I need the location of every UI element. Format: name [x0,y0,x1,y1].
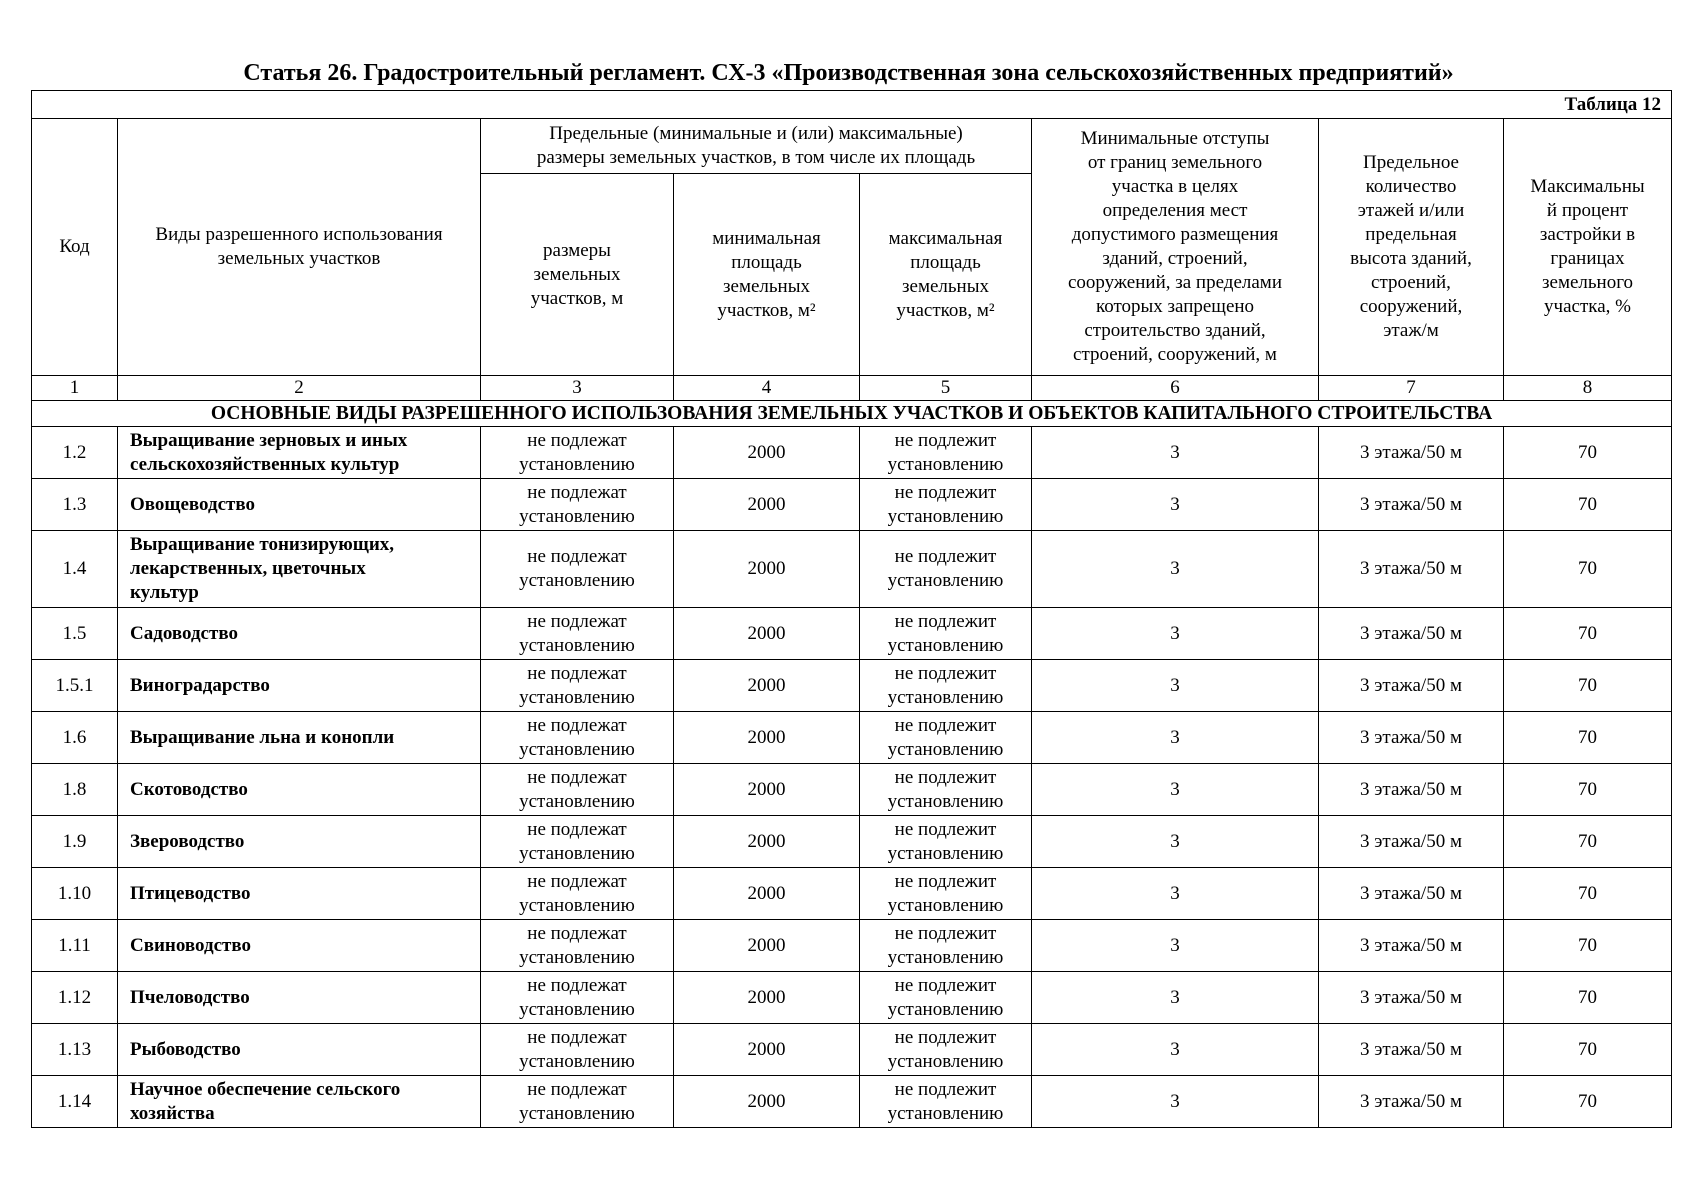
row-setback: 3 [1032,764,1319,816]
row-code: 1.5.1 [32,660,118,712]
row-size: не подлежат установлению [481,660,674,712]
table-name: Таблица 12 [32,91,1672,119]
table-row [32,1024,1672,1076]
row-max-area: не подлежит установлению [860,479,1032,531]
row-code: 1.14 [32,1076,118,1128]
row-min-area: 2000 [674,660,860,712]
section-row [32,401,1672,427]
row-floors: 3 этажа/50 м [1319,1024,1504,1076]
column-number: 2 [118,376,481,401]
header-code: Код [32,119,118,376]
row-max-area: не подлежит установлению [860,816,1032,868]
row-max-area: не подлежит установлению [860,1076,1032,1128]
header-vid: Виды разрешенного использования земельных участков [118,119,481,376]
column-number: 6 [1032,376,1319,401]
row-percent: 70 [1504,531,1672,608]
header-size: размеры земельных участков, м [481,174,674,376]
row-max-area: не подлежит установлению [860,920,1032,972]
row-percent: 70 [1504,868,1672,920]
row-vid: Скотоводство [118,764,481,816]
row-min-area: 2000 [674,531,860,608]
table-row [32,427,1672,479]
row-min-area: 2000 [674,1024,860,1076]
row-min-area: 2000 [674,1076,860,1128]
row-size: не подлежат установлению [481,920,674,972]
column-number-row [32,376,1672,401]
row-max-area: не подлежит установлению [860,1024,1032,1076]
row-size: не подлежат установлению [481,972,674,1024]
row-setback: 3 [1032,1024,1319,1076]
row-setback: 3 [1032,608,1319,660]
row-min-area: 2000 [674,764,860,816]
row-max-area: не подлежит установлению [860,712,1032,764]
table-row [32,972,1672,1024]
row-min-area: 2000 [674,920,860,972]
row-setback: 3 [1032,920,1319,972]
row-setback: 3 [1032,427,1319,479]
row-vid: Пчеловодство [118,972,481,1024]
row-min-area: 2000 [674,479,860,531]
row-min-area: 2000 [674,608,860,660]
row-setback: 3 [1032,712,1319,764]
row-vid: Овощеводство [118,479,481,531]
column-number: 3 [481,376,674,401]
row-floors: 3 этажа/50 м [1319,531,1504,608]
row-vid: Свиноводство [118,920,481,972]
row-size: не подлежат установлению [481,531,674,608]
row-max-area: не подлежит установлению [860,972,1032,1024]
row-max-area: не подлежит установлению [860,660,1032,712]
row-setback: 3 [1032,816,1319,868]
header-max-area: максимальная площадь земельных участков, м² [860,174,1032,376]
row-percent: 70 [1504,816,1672,868]
row-floors: 3 этажа/50 м [1319,660,1504,712]
section-title: ОСНОВНЫЕ ВИДЫ РАЗРЕШЕННОГО ИСПОЛЬЗОВАНИЯ ЗЕМЕЛЬНЫХ УЧАСТКОВ И ОБЪЕКТОВ КАПИТАЛЬНОГО СТРОИТЕЛЬСТВА [32,401,1672,427]
row-max-area: не подлежит установлению [860,531,1032,608]
row-setback: 3 [1032,531,1319,608]
row-floors: 3 этажа/50 м [1319,608,1504,660]
row-percent: 70 [1504,764,1672,816]
row-percent: 70 [1504,1076,1672,1128]
row-size: не подлежат установлению [481,816,674,868]
row-vid: Выращивание зерновых и иных сельскохозяйственных культур [118,427,481,479]
row-floors: 3 этажа/50 м [1319,479,1504,531]
row-size: не подлежат установлению [481,1076,674,1128]
row-percent: 70 [1504,1024,1672,1076]
header-setback: Минимальные отступы от границ земельного участка в целях определения мест допустимого размещения зданий, строений, сооружений, за пределами которых запрещено строительство зданий, строений, сооружений, м [1032,119,1319,376]
page-title: Статья 26. Градостроительный регламент. СХ-3 «Производственная зона сельскохозяйственных предприятий» [243,60,1454,86]
table-row [32,816,1672,868]
row-floors: 3 этажа/50 м [1319,868,1504,920]
row-code: 1.10 [32,868,118,920]
row-size: не подлежат установлению [481,608,674,660]
row-code: 1.8 [32,764,118,816]
row-floors: 3 этажа/50 м [1319,764,1504,816]
row-max-area: не подлежит установлению [860,764,1032,816]
row-code: 1.12 [32,972,118,1024]
table-row [32,764,1672,816]
row-floors: 3 этажа/50 м [1319,427,1504,479]
row-vid: Птицеводство [118,868,481,920]
row-setback: 3 [1032,479,1319,531]
column-number: 1 [32,376,118,401]
row-floors: 3 этажа/50 м [1319,816,1504,868]
column-number: 5 [860,376,1032,401]
row-percent: 70 [1504,660,1672,712]
row-max-area: не подлежит установлению [860,427,1032,479]
row-min-area: 2000 [674,712,860,764]
row-size: не подлежат установлению [481,868,674,920]
table-row [32,660,1672,712]
row-max-area: не подлежит установлению [860,608,1032,660]
table-row [32,608,1672,660]
row-code: 1.5 [32,608,118,660]
row-min-area: 2000 [674,427,860,479]
row-vid: Научное обеспечение сельского хозяйства [118,1076,481,1128]
row-min-area: 2000 [674,972,860,1024]
row-code: 1.13 [32,1024,118,1076]
column-number: 4 [674,376,860,401]
row-percent: 70 [1504,427,1672,479]
row-vid: Выращивание тонизирующих, лекарственных, цветочных культур [118,531,481,608]
row-percent: 70 [1504,972,1672,1024]
row-code: 1.6 [32,712,118,764]
table-caption-row [32,91,1672,119]
row-code: 1.9 [32,816,118,868]
row-vid: Рыбоводство [118,1024,481,1076]
header-floors: Предельное количество этажей и/или предельная высота зданий, строений, сооружений, этаж/м [1319,119,1504,376]
table-row [32,712,1672,764]
table-row [32,531,1672,608]
header-plot-limits-group: Предельные (минимальные и (или) максимальные) размеры земельных участков, в том числе их площадь [481,119,1032,174]
row-vid: Садоводство [118,608,481,660]
row-percent: 70 [1504,712,1672,764]
regulation-table [31,90,1672,1128]
row-min-area: 2000 [674,816,860,868]
header-row-1 [32,119,1672,174]
header-percent: Максимальны й процент застройки в границах земельного участка, % [1504,119,1672,376]
table-row [32,479,1672,531]
row-floors: 3 этажа/50 м [1319,920,1504,972]
row-code: 1.3 [32,479,118,531]
row-size: не подлежат установлению [481,427,674,479]
row-size: не подлежат установлению [481,479,674,531]
row-max-area: не подлежит установлению [860,868,1032,920]
row-vid: Выращивание льна и конопли [118,712,481,764]
column-number: 8 [1504,376,1672,401]
row-size: не подлежат установлению [481,1024,674,1076]
row-setback: 3 [1032,660,1319,712]
row-setback: 3 [1032,868,1319,920]
table-row [32,1076,1672,1128]
row-setback: 3 [1032,1076,1319,1128]
row-min-area: 2000 [674,868,860,920]
row-percent: 70 [1504,920,1672,972]
row-code: 1.4 [32,531,118,608]
row-setback: 3 [1032,972,1319,1024]
header-min-area: минимальная площадь земельных участков, м² [674,174,860,376]
table-row [32,868,1672,920]
column-number: 7 [1319,376,1504,401]
row-size: не подлежат установлению [481,712,674,764]
row-percent: 70 [1504,608,1672,660]
row-floors: 3 этажа/50 м [1319,972,1504,1024]
row-floors: 3 этажа/50 м [1319,712,1504,764]
row-code: 1.2 [32,427,118,479]
row-size: не подлежат установлению [481,764,674,816]
row-vid: Виноградарство [118,660,481,712]
table-row [32,920,1672,972]
row-percent: 70 [1504,479,1672,531]
row-floors: 3 этажа/50 м [1319,1076,1504,1128]
row-vid: Звероводство [118,816,481,868]
row-code: 1.11 [32,920,118,972]
